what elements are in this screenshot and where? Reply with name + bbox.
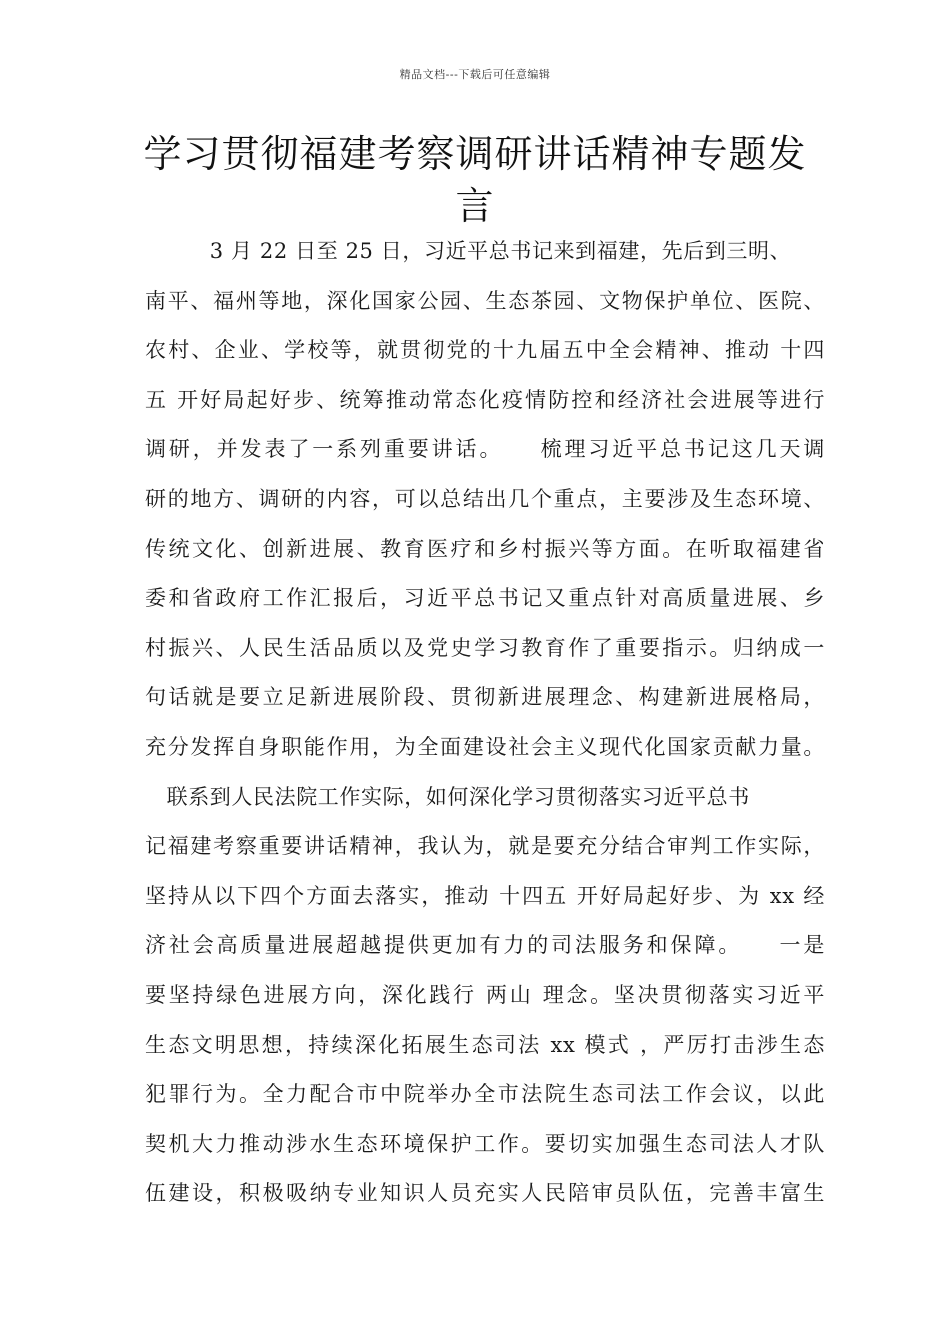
- text-line: 联系到人民法院工作实际，如何深化学习贯彻落实习近平总书: [145, 784, 750, 809]
- text-line: 生态文明思想，持续深化拓展生态司法 xx 模式 ，严厉打击涉生态: [145, 1032, 825, 1057]
- title-line: 言: [455, 184, 495, 228]
- text-line: 研的地方、调研的内容，可以总结出几个重点，主要涉及生态环境、: [145, 486, 825, 511]
- text-line: 伍建设，积极吸纳专业知识人员充实人民陪审员队伍，完善丰富生: [145, 1181, 825, 1206]
- page-title: [140, 128, 810, 232]
- body-text: [145, 230, 825, 1222]
- text-line: 济社会高质量进展超越提供更加有力的司法服务和保障。 一是: [145, 933, 825, 958]
- text-line: 3 月 22 日至 25 日，习近平总书记来到福建，先后到三明、: [145, 239, 792, 263]
- text-line: 农村、企业、学校等，就贯彻党的十九届五中全会精神、推动 十四: [145, 338, 825, 363]
- text-line: 句话就是要立足新进展阶段、贯彻新进展理念、构建新进展格局，: [145, 685, 825, 710]
- title-line: 学习贯彻福建考察调研讲话精神专题发: [143, 132, 807, 176]
- text-line: 坚持从以下四个方面去落实，推动 十四五 开好局起好步、为 xx 经: [145, 883, 825, 908]
- text-line: 传统文化、创新进展、教育医疗和乡村振兴等方面。在听取福建省: [145, 536, 825, 561]
- header-note: 精品文档---下载后可任意编辑: [399, 68, 551, 81]
- text-line: 要坚持绿色进展方向，深化践行 两山 理念。坚决贯彻落实习近平: [145, 982, 825, 1007]
- text-line: 村振兴、人民生活品质以及党史学习教育作了重要指示。归纳成一: [145, 635, 825, 660]
- text-line: 调研，并发表了一系列重要讲话。 梳理习近平总书记这几天调: [145, 437, 825, 462]
- text-line: 犯罪行为。全力配合市中院举办全市法院生态司法工作会议，以此: [145, 1082, 825, 1107]
- text-line: 南平、福州等地，深化国家公园、生态茶园、文物保护单位、医院、: [145, 288, 825, 313]
- text-line: 充分发挥自身职能作用，为全面建设社会主义现代化国家贡献力量。: [145, 734, 825, 759]
- text-line: 委和省政府工作汇报后，习近平总书记又重点针对高质量进展、乡: [145, 586, 825, 611]
- text-line: 五 开好局起好步、统筹推动常态化疫情防控和经济社会进展等进行: [145, 387, 825, 412]
- text-line: 记福建考察重要讲话精神，我认为，就是要充分结合审判工作实际，: [145, 834, 825, 859]
- text-line: 契机大力推动涉水生态环境保护工作。要切实加强生态司法人才队: [145, 1131, 825, 1156]
